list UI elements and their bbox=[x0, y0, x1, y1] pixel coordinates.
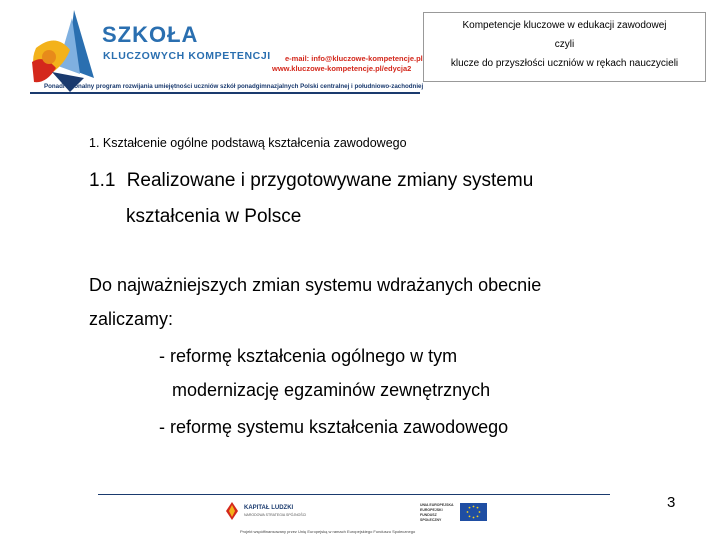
bullet-item: - reformę kształcenia ogólnego w tym bbox=[159, 346, 458, 366]
program-description: Ponadregionalny program rozwijania umiejętności uczniów szkół ponadgimnazjalnych Polski centralnej i południowo-zachodniej bbox=[44, 83, 424, 90]
logo-title: SZKOŁA bbox=[102, 22, 199, 47]
eu-fund-text: UNIA EUROPEJSKA EUROPEJSKI FUNDUSZ SPOŁECZNY bbox=[420, 503, 454, 522]
page-number: 3 bbox=[667, 494, 676, 511]
slide-heading bbox=[89, 163, 649, 235]
intro-line-2: zaliczamy: bbox=[89, 309, 174, 329]
footer-divider bbox=[98, 494, 610, 495]
funding-note: Projekt współfinansowany przez Unię Europejską w ramach Europejskiego Funduszu Społecznego bbox=[240, 529, 416, 534]
school-logo-mark bbox=[22, 8, 104, 92]
contact-email: e-mail: info@kluczowe-kompetencje.pl bbox=[285, 54, 423, 63]
intro-line-1: Do najważniejszych zmian systemu wdrażanych obecnie bbox=[89, 275, 542, 295]
heading-number: 1.1 bbox=[89, 170, 116, 191]
title-box-line-1: Kompetencje kluczowe w edukacji zawodowej bbox=[462, 20, 667, 31]
kapital-ludzki-logo-icon bbox=[226, 502, 238, 520]
heading-line-1: Realizowane i przygotowywane zmiany systemu bbox=[126, 170, 534, 191]
kapital-ludzki-subtext: NARODOWA STRATEGIA SPÓJNOŚCI bbox=[244, 513, 307, 517]
intro-paragraph bbox=[89, 268, 659, 336]
logo-subtitle: KLUCZOWYCH KOMPETENCJI bbox=[103, 50, 271, 62]
header-divider bbox=[30, 92, 420, 94]
title-box-line-2: czyli bbox=[554, 39, 575, 50]
bullet-item-continuation: modernizację egzaminów zewnętrznych bbox=[172, 380, 491, 400]
section-title: 1. Kształcenie ogólne podstawą kształcenia zawodowego bbox=[89, 136, 407, 150]
contact-website: www.kluczowe-kompetencje.pl/edycja2 bbox=[272, 64, 412, 73]
heading-line-2: kształcenia w Polsce bbox=[126, 206, 302, 227]
kapital-ludzki-text: KAPITAŁ LUDZKI bbox=[244, 505, 294, 511]
eu-flag-icon bbox=[460, 503, 487, 521]
title-box-line-3: klucze do przyszłości uczniów w rękach nauczycieli bbox=[450, 58, 679, 69]
bullet-item: - reformę systemu kształcenia zawodowego bbox=[159, 417, 509, 437]
title-box bbox=[423, 12, 706, 82]
